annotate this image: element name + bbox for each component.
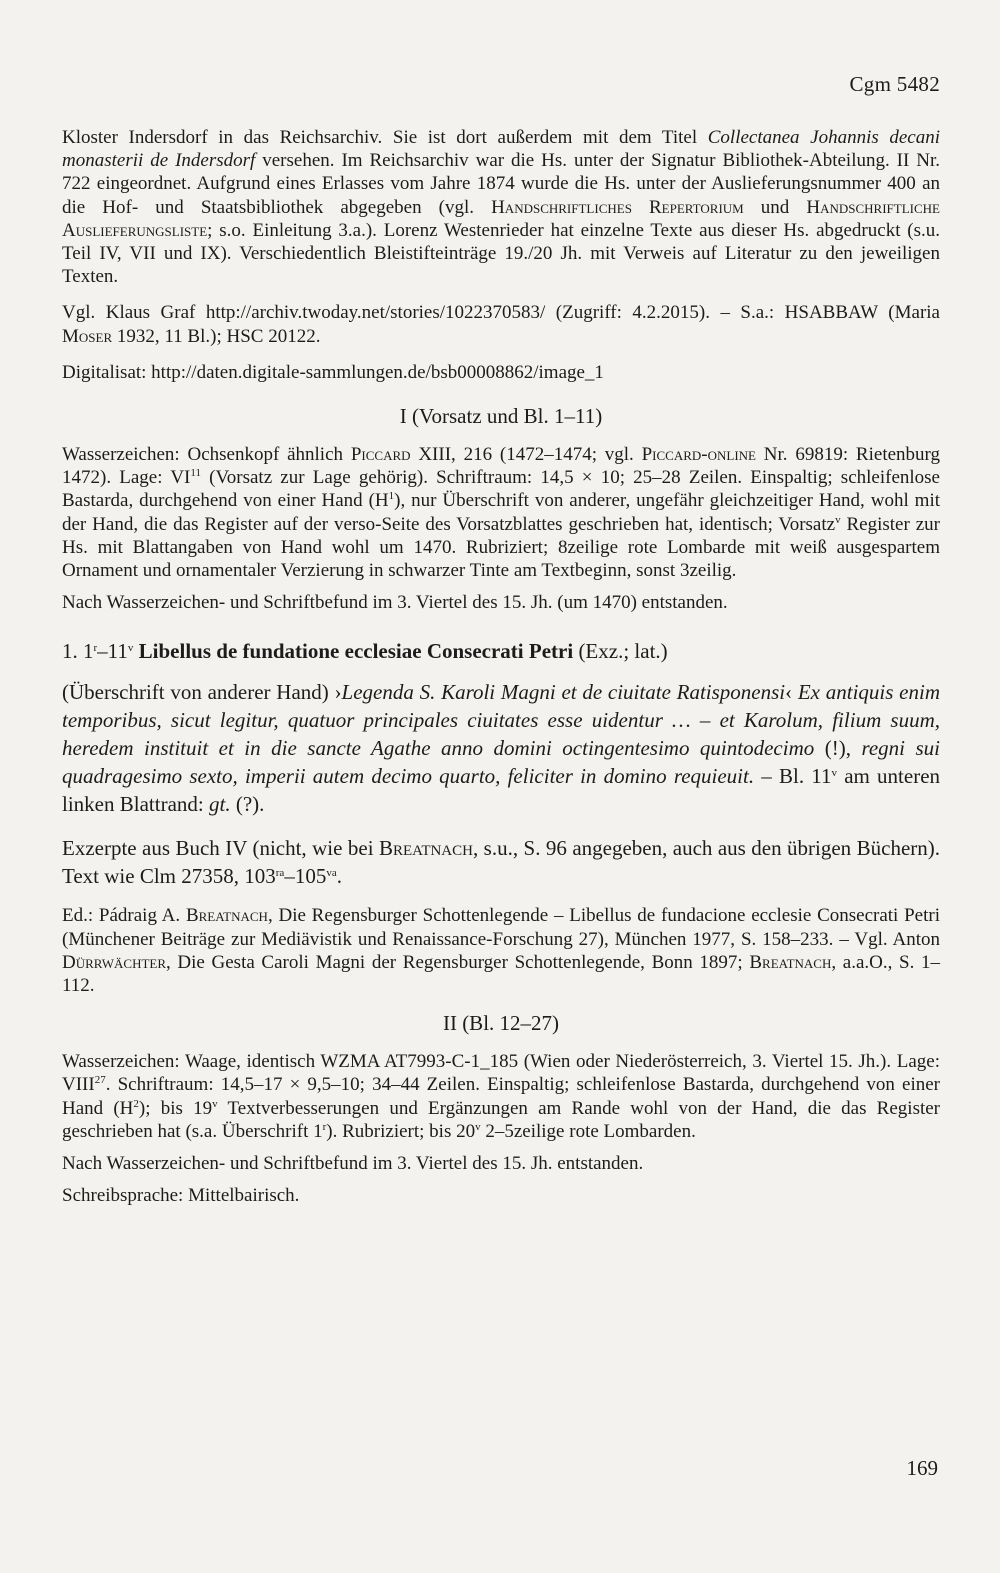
text: ; s.o. Einleitung 3.a.). Lorenz Westenrieder hat einzelne Texte aus dieser Hs. abgedruckt (s.u. Teil IV, VII und IX). Verschiedentlich Bleistifteinträge 19./20 Jh. mit Verweis auf Literatur zu den jeweiligen Texten. [62, 219, 940, 288]
text: , s.u., S. 96 angegeben, auch aus den übrigen Büchern). Text wie Clm 27358, 103 [62, 836, 941, 889]
text: Exzerpte aus Buch IV (nicht, wie bei [62, 836, 379, 861]
text: Register zur Hs. mit Blattangaben von Hand wohl um 1470. Rubriziert; 8zeilige rote Lombarde mit weiß ausgespartem Ornament und ornamentaler Verzierung in schwarzer Tinte am Textbeginn, sonst 3zeilig. [62, 513, 940, 582]
text: (Überschrift von anderer Hand) › [62, 680, 342, 705]
superscript: r [93, 642, 98, 655]
item-number: 1. 1 [62, 639, 94, 664]
text: versehen. Im Reichsarchiv war die Hs. unter der Signatur Bibliothek-Abteilung. II Nr. 722 eingeordnet. Aufgrund eines Erlasses vom Jahre 1874 wurde die Hs. unter der Auslieferungsnummer 400 an die Hof- und Staatsbibliothek abgegeben (vgl. [62, 150, 941, 218]
text: , a.a.O., S. 1–112. [62, 951, 941, 997]
superscript: 1 [388, 490, 395, 503]
section-heading-1: I (Vorsatz und Bl. 1–11) [399, 404, 603, 429]
text: Textverbesserungen und Ergänzungen am Rande wohl von der Hand, die das Register geschrieben hat (s.a. Überschrift 1 [62, 1097, 941, 1142]
text: Nr. 69819: Rietenburg 1472). Lage: VI [62, 444, 941, 489]
section2-description [62, 1050, 940, 1143]
superscript: r [322, 1120, 327, 1133]
page-number: 169 [906, 1456, 938, 1480]
item-1-edition [62, 904, 940, 997]
superscript: 27 [94, 1074, 106, 1087]
text: ), nur Überschrift von anderer, ungefähr gleichzeitiger Hand, wohl mit der Hand, die das Register auf der verso-Seite des Vorsatzblattes geschrieben hat, identisch; Vorsatz [62, 490, 940, 535]
smallcaps-ref: Piccard-online [641, 444, 756, 466]
superscript: v [831, 767, 837, 780]
text: – Bl. 11 [754, 764, 832, 789]
text: XIII, 216 (1472–1474; vgl. [410, 444, 642, 466]
text: ). Rubriziert; bis 20 [326, 1120, 476, 1142]
intro-paragraph [62, 126, 940, 288]
smallcaps-ref: Breatnach [378, 836, 473, 861]
text: . Schriftraum: 14,5–17 × 9,5–10; 34–44 Zeilen. Einspaltig; schleifenlose Bastarda, durchgehend von einer Hand (H [62, 1074, 940, 1119]
smallcaps-ref: Breatnach [749, 951, 832, 973]
text: Kloster Indersdorf in das Reichsarchiv. Sie ist dort außerdem mit dem Titel [62, 127, 708, 148]
section1-description [62, 443, 940, 582]
text: 2–5zeilige rote Lombarden. [480, 1120, 696, 1142]
text: Wasserzeichen: Ochsenkopf ähnlich [62, 444, 351, 466]
page-content [62, 126, 940, 1207]
superscript: 2 [133, 1097, 139, 1110]
item-note: (Exz.; lat.) [573, 639, 668, 664]
superscript: va [326, 867, 337, 880]
smallcaps-ref: Piccard [350, 444, 411, 466]
section1-dating: Nach Wasserzeichen- und Schriftbefund im 3. Viertel des 15. Jh. (um 1470) entstanden. [62, 592, 728, 614]
running-header: Cgm 5482 [849, 72, 940, 96]
text: ‹ [785, 680, 798, 705]
italic-text: gt. [208, 792, 231, 817]
item-1-text [62, 678, 940, 818]
text: (?). [230, 792, 265, 817]
superscript: v [127, 642, 134, 655]
italic-text: regni sui quadragesimo sexto, imperii autem decimo quarto, feliciter in domino requieuit. [62, 736, 940, 789]
smallcaps-ref: Dürrwächter [62, 951, 167, 973]
smallcaps-ref: Handschriftliches Repertorium [491, 196, 744, 218]
smallcaps-ref: Moser [62, 325, 113, 347]
section2-dating: Nach Wasserzeichen- und Schriftbefund im 3. Viertel des 15. Jh. entstanden. [62, 1153, 644, 1175]
italic-text: Legenda S. Karoli Magni et de ciuitate Ratisponensi [341, 680, 786, 705]
item-1-excerpt [62, 834, 940, 890]
section2-language: Schreibsprache: Mittelbairisch. [62, 1185, 300, 1207]
text: Ed.: Pádraig A. [62, 905, 186, 927]
text: , Die Regensburger Schottenlegende – Libellus de fundacione ecclesie Consecrati Petri (Münchener Beiträge zur Mediävistik und Renaissance-Forschung 27), München 1977, S. 158–233. – Vgl. Anton [62, 905, 940, 950]
smallcaps-ref: Handschriftliche Auslieferungsliste [62, 196, 940, 241]
text: –105 [284, 864, 327, 889]
text: und [743, 196, 807, 218]
text: . [336, 864, 342, 889]
text: Vgl. Klaus Graf http://archiv.twoday.net/stories/1022370583/ (Zugriff: 4.2.2015). – S.a.: HSABBAW (Maria [62, 302, 940, 324]
superscript: v [475, 1120, 481, 1133]
superscript: v [835, 513, 841, 526]
item-title: Libellus de fundatione ecclesiae Consecrati Petri [133, 639, 574, 664]
text: –11 [97, 639, 128, 664]
text: (Vorsatz zur Lage gehörig). Schriftraum: 14,5 × 10; 25–28 Zeilen. Einspaltig; schleifenlose Bastarda, durchgehend von einer Hand (H [62, 467, 940, 512]
section-heading-2: II (Bl. 12–27) [442, 1011, 560, 1036]
digitalisat-line: Digitalisat: http://daten.digitale-sammlungen.de/bsb00008862/image_1 [62, 361, 604, 383]
text: (!), [814, 736, 862, 761]
text: 1932, 11 Bl.); HSC 20122. [112, 325, 321, 347]
literature-paragraph [62, 301, 940, 347]
superscript: v [212, 1097, 218, 1110]
text: am unteren linken Blattrand: [62, 764, 941, 817]
item-1-heading [62, 638, 940, 664]
italic-text: Ex antiquis enim temporibus, sicut legitur, quatuor principales ciuitates esse uidentur … – et Karolum, filium suum, heredem instituit et in die sancte Agathe anno domini octingentesimo quintodecimo [62, 680, 940, 761]
italic-title: Collectanea Johannis decani monasterii de Indersdorf [62, 127, 941, 172]
smallcaps-ref: Breatnach [185, 905, 268, 927]
superscript: ra [275, 867, 285, 880]
superscript: 11 [190, 467, 201, 480]
text: ); bis 19 [138, 1097, 213, 1119]
text: Wasserzeichen: Waage, identisch WZMA AT7993-C-1_185 (Wien oder Niederösterreich, 3. Viertel 15. Jh.). Lage: VIII [62, 1051, 940, 1096]
text: , Die Gesta Caroli Magni der Regensburger Schottenlegende, Bonn 1897; [166, 951, 750, 973]
